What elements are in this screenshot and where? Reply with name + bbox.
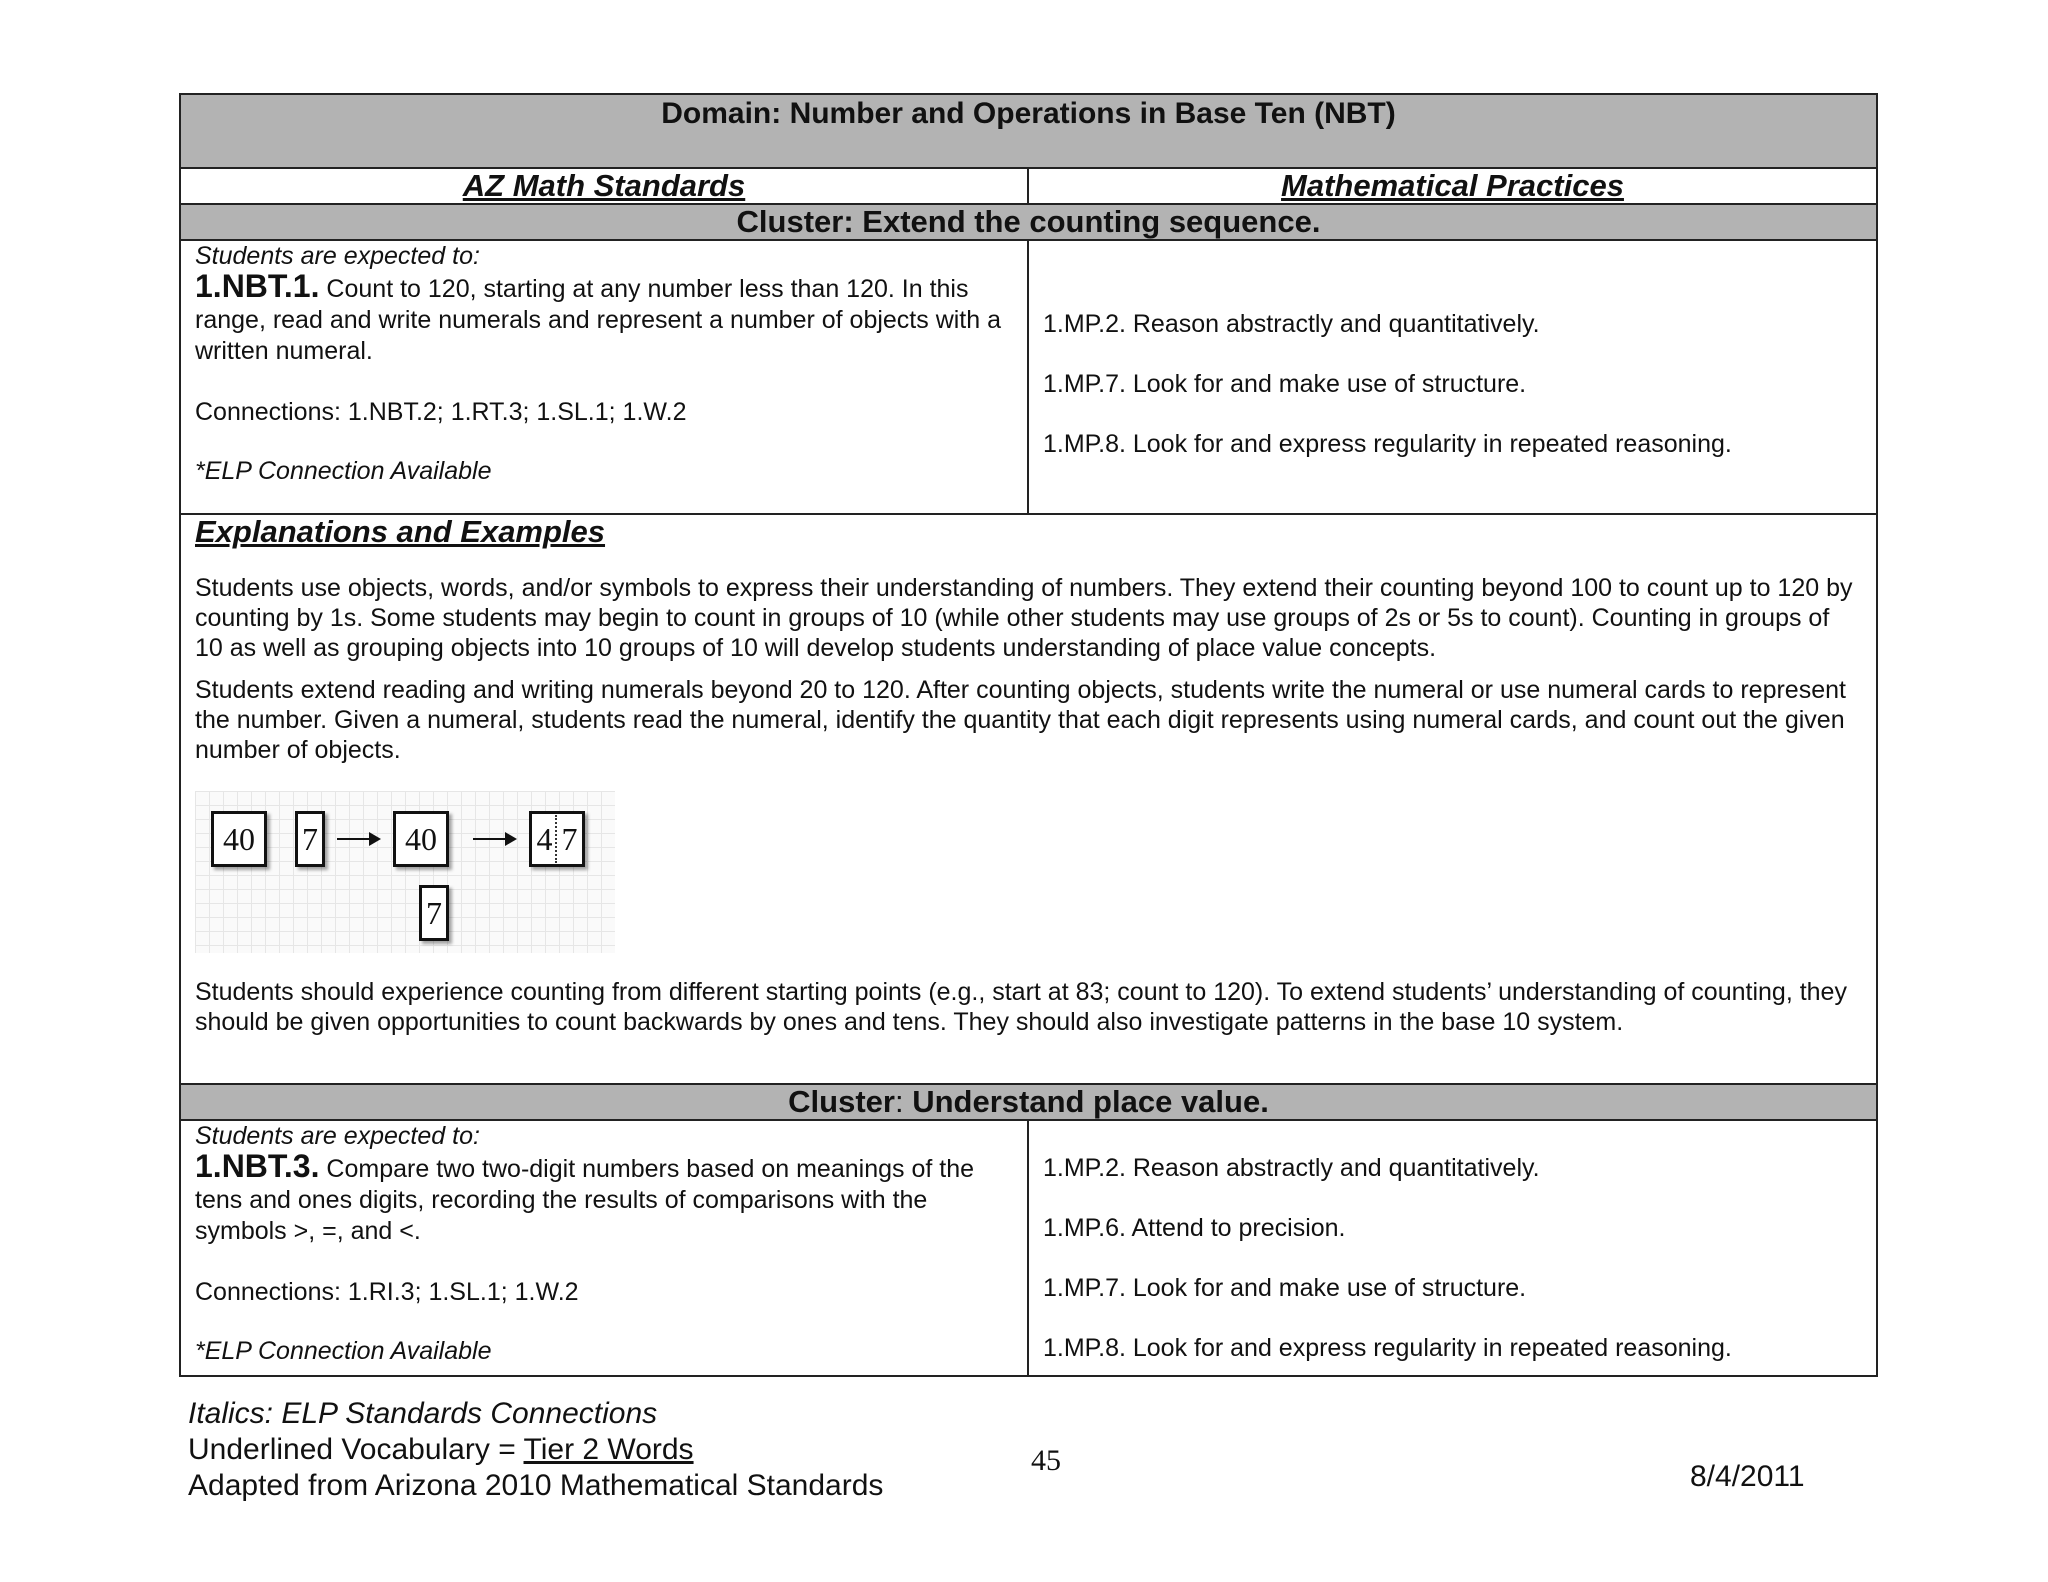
card-divider (555, 815, 557, 863)
tens-digit: 4 (536, 821, 553, 857)
practice-item: 1.MP.8. Look for and express regularity in repeated reasoning. (1043, 430, 1732, 458)
expect-label: Students are expected to: (195, 1122, 480, 1150)
practice-item: 1.MP.7. Look for and make use of structure. (1043, 1274, 1527, 1302)
practices-cell-2 (1028, 1120, 1877, 1376)
explanation-paragraph: Students extend reading and writing numerals beyond 20 to 120. After counting objects, students write the numeral or use numeral cards to represent the number. Given a numeral, students read the numeral, identify the quantity that each digit represents using numeral cards, and count out the given number of objects. (195, 676, 1846, 764)
standard-code: 1.NBT.1. (195, 268, 320, 304)
explanation-paragraph: Students use objects, words, and/or symbols to express their understanding of numbers. They extend their counting beyond 100 to count up to 120 by counting by 1s. Some students may begin to count in groups of 10 (while other students may use groups of 2s or 5s to count). Counting in groups of 10 as well as grouping objects into 10 groups of 10 will develop students understanding of place value concepts. (195, 574, 1853, 662)
explanation-paragraph: Students should experience counting from different starting points (e.g., start at 83; count to 120). To extend students’ understanding of counting, they should be given opportunities to count backwards by ones and tens. They should also investigate patterns in the base 10 system. (195, 978, 1847, 1036)
cluster-1-row (180, 204, 1877, 240)
footer-tier2-words: Tier 2 Words (523, 1433, 694, 1466)
practice-item: 1.MP.2. Reason abstractly and quantitatively. (1043, 310, 1540, 338)
footer-vocabulary-note (188, 1432, 883, 1468)
practice-item: 1.MP.8. Look for and express regularity in repeated reasoning. (1043, 1334, 1732, 1362)
numeral-cards-figure (195, 791, 615, 953)
explanations-cell (180, 514, 1877, 1084)
arrow-icon (337, 838, 379, 840)
cluster-2-text: Understand place value. (903, 1084, 1269, 1119)
cluster-1-content-row (180, 240, 1877, 514)
elp-connection-note: *ELP Connection Available (195, 457, 492, 485)
numeral-card-47 (529, 811, 585, 867)
standard-code: 1.NBT.3. (195, 1148, 320, 1184)
footer-notes (188, 1396, 883, 1504)
header-mathematical-practices: Mathematical Practices (1028, 168, 1877, 204)
standard-1nbt3-cell (180, 1120, 1028, 1376)
column-headers-row (180, 168, 1877, 204)
practice-item: 1.MP.6. Attend to precision. (1043, 1214, 1346, 1242)
practice-item: 1.MP.7. Look for and make use of structure. (1043, 370, 1527, 398)
cluster-2-label: Cluster (788, 1084, 895, 1119)
page-number: 45 (1031, 1444, 1061, 1477)
ones-digit: 7 (561, 821, 578, 857)
standard-1nbt3-text (195, 1148, 1011, 1247)
cluster-2-content-row (180, 1120, 1877, 1376)
cluster-1-title: Cluster: Extend the counting sequence. (180, 204, 1877, 240)
domain-header-row (180, 94, 1877, 168)
arrow-icon (473, 838, 515, 840)
elp-connection-note: *ELP Connection Available (195, 1337, 492, 1365)
standard-description: Count to 120, starting at any number less than 120. In this range, read and write numerals and represent a number of objects with a written numeral. (195, 275, 1002, 365)
practice-item: 1.MP.2. Reason abstractly and quantitatively. (1043, 1154, 1540, 1182)
numeral-card-7-combined: 7 (419, 885, 449, 941)
footer-italics-note: Italics: ELP Standards Connections (188, 1397, 658, 1430)
domain-header (180, 94, 1877, 168)
footer-adapted-note: Adapted from Arizona 2010 Mathematical Standards (188, 1469, 884, 1502)
connections-text: Connections: 1.RI.3; 1.SL.1; 1.W.2 (195, 1278, 579, 1306)
numeral-card-40-combined: 40 (393, 811, 449, 867)
numeral-card-7: 7 (295, 811, 325, 867)
footer-date: 8/4/2011 (1690, 1460, 1805, 1493)
cluster-2-colon: : (894, 1084, 904, 1119)
standards-table (179, 93, 1878, 1377)
practices-cell-1 (1028, 240, 1877, 514)
cluster-2-title (180, 1084, 1877, 1120)
explanations-row (180, 514, 1877, 1084)
explanations-title: Explanations and Examples (195, 514, 606, 549)
header-az-math-standards: AZ Math Standards (180, 168, 1028, 204)
standard-1nbt1-cell (180, 240, 1028, 514)
connections-text: Connections: 1.NBT.2; 1.RT.3; 1.SL.1; 1.W.2 (195, 398, 687, 426)
standard-1nbt1-text (195, 268, 1011, 367)
numeral-card-40: 40 (211, 811, 267, 867)
expect-label: Students are expected to: (195, 242, 480, 270)
footer-vocab-prefix: Underlined Vocabulary = (188, 1433, 524, 1466)
standard-description: Compare two two-digit numbers based on meanings of the tens and ones digits, recording the results of comparisons with the symbols >, =, and <. (195, 1155, 975, 1245)
cluster-2-row (180, 1084, 1877, 1120)
domain-title: Domain: Number and Operations in Base Ten (NBT) (661, 97, 1396, 130)
